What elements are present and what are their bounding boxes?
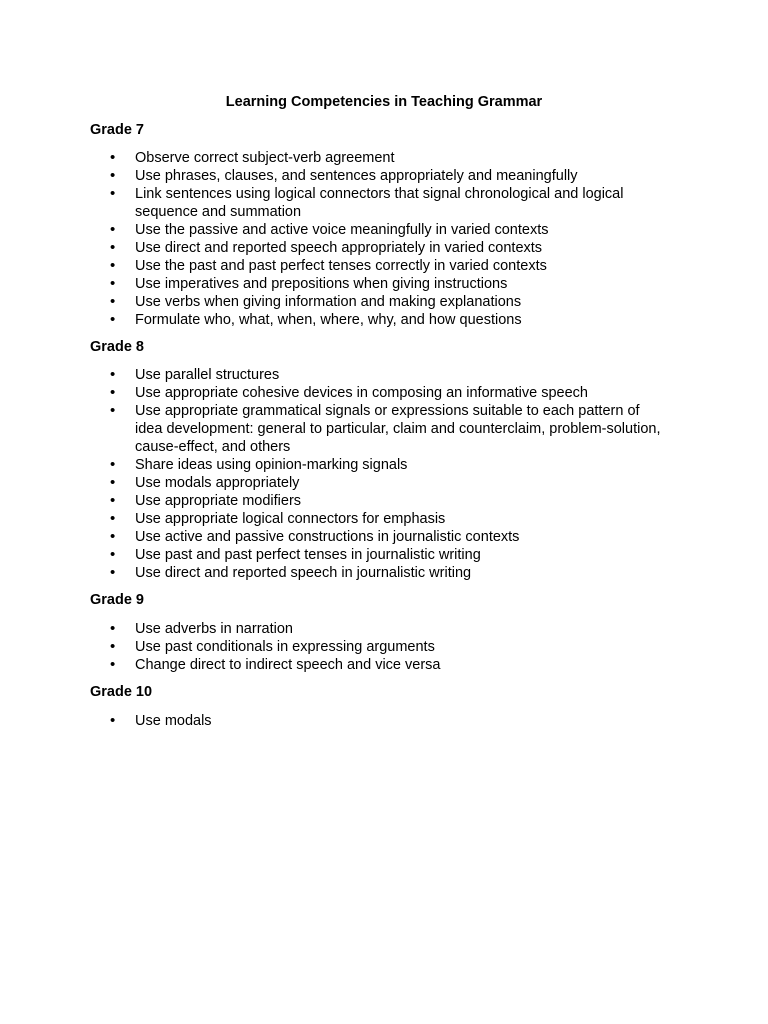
section-heading-grade-10: Grade 10: [90, 684, 153, 700]
list-item: • Use past conditionals in expressing arguments: [110, 638, 670, 656]
list-item: • Use appropriate modifiers: [110, 492, 670, 510]
list-item: • Use direct and reported speech appropriately in varied contexts: [110, 239, 670, 257]
list-item: • Use adverbs in narration: [110, 620, 670, 638]
list-item: • Link sentences using logical connectors that signal chronological and logical sequence and summation: [110, 185, 670, 221]
list-item: • Use phrases, clauses, and sentences appropriately and meaningfully: [110, 167, 670, 185]
list-item: • Observe correct subject-verb agreement: [110, 149, 670, 167]
competency-list-grade-9: [110, 620, 670, 674]
section-heading-grade-9: Grade 9: [90, 592, 144, 608]
list-item: • Use appropriate cohesive devices in composing an informative speech: [110, 384, 670, 402]
section-heading-grade-7: Grade 7: [90, 122, 144, 138]
list-item: • Use the passive and active voice meaningfully in varied contexts: [110, 221, 670, 239]
competency-list-grade-7: [110, 149, 670, 329]
list-item: • Change direct to indirect speech and vice versa: [110, 656, 670, 674]
list-item: • Use appropriate grammatical signals or expressions suitable to each pattern of idea development: general to particular, claim and counterclaim, problem-solution, cause-effect, and others: [110, 402, 670, 456]
list-item: • Use the past and past perfect tenses correctly in varied contexts: [110, 257, 670, 275]
list-item: • Use modals appropriately: [110, 474, 670, 492]
competency-list-grade-10: [110, 712, 670, 730]
list-item: • Use direct and reported speech in journalistic writing: [110, 564, 670, 582]
list-item: • Use past and past perfect tenses in journalistic writing: [110, 546, 670, 564]
list-item: • Formulate who, what, when, where, why, and how questions: [110, 311, 670, 329]
competency-list-grade-8: [110, 366, 670, 582]
list-item: • Use parallel structures: [110, 366, 670, 384]
list-item: • Use modals: [110, 712, 670, 730]
section-heading-grade-8: Grade 8: [90, 339, 144, 355]
list-item: • Use appropriate logical connectors for emphasis: [110, 510, 670, 528]
list-item: • Use imperatives and prepositions when giving instructions: [110, 275, 670, 293]
list-item: • Use active and passive constructions in journalistic contexts: [110, 528, 670, 546]
document-title: Learning Competencies in Teaching Grammar: [225, 94, 543, 110]
list-item: • Use verbs when giving information and making explanations: [110, 293, 670, 311]
list-item: • Share ideas using opinion-marking signals: [110, 456, 670, 474]
